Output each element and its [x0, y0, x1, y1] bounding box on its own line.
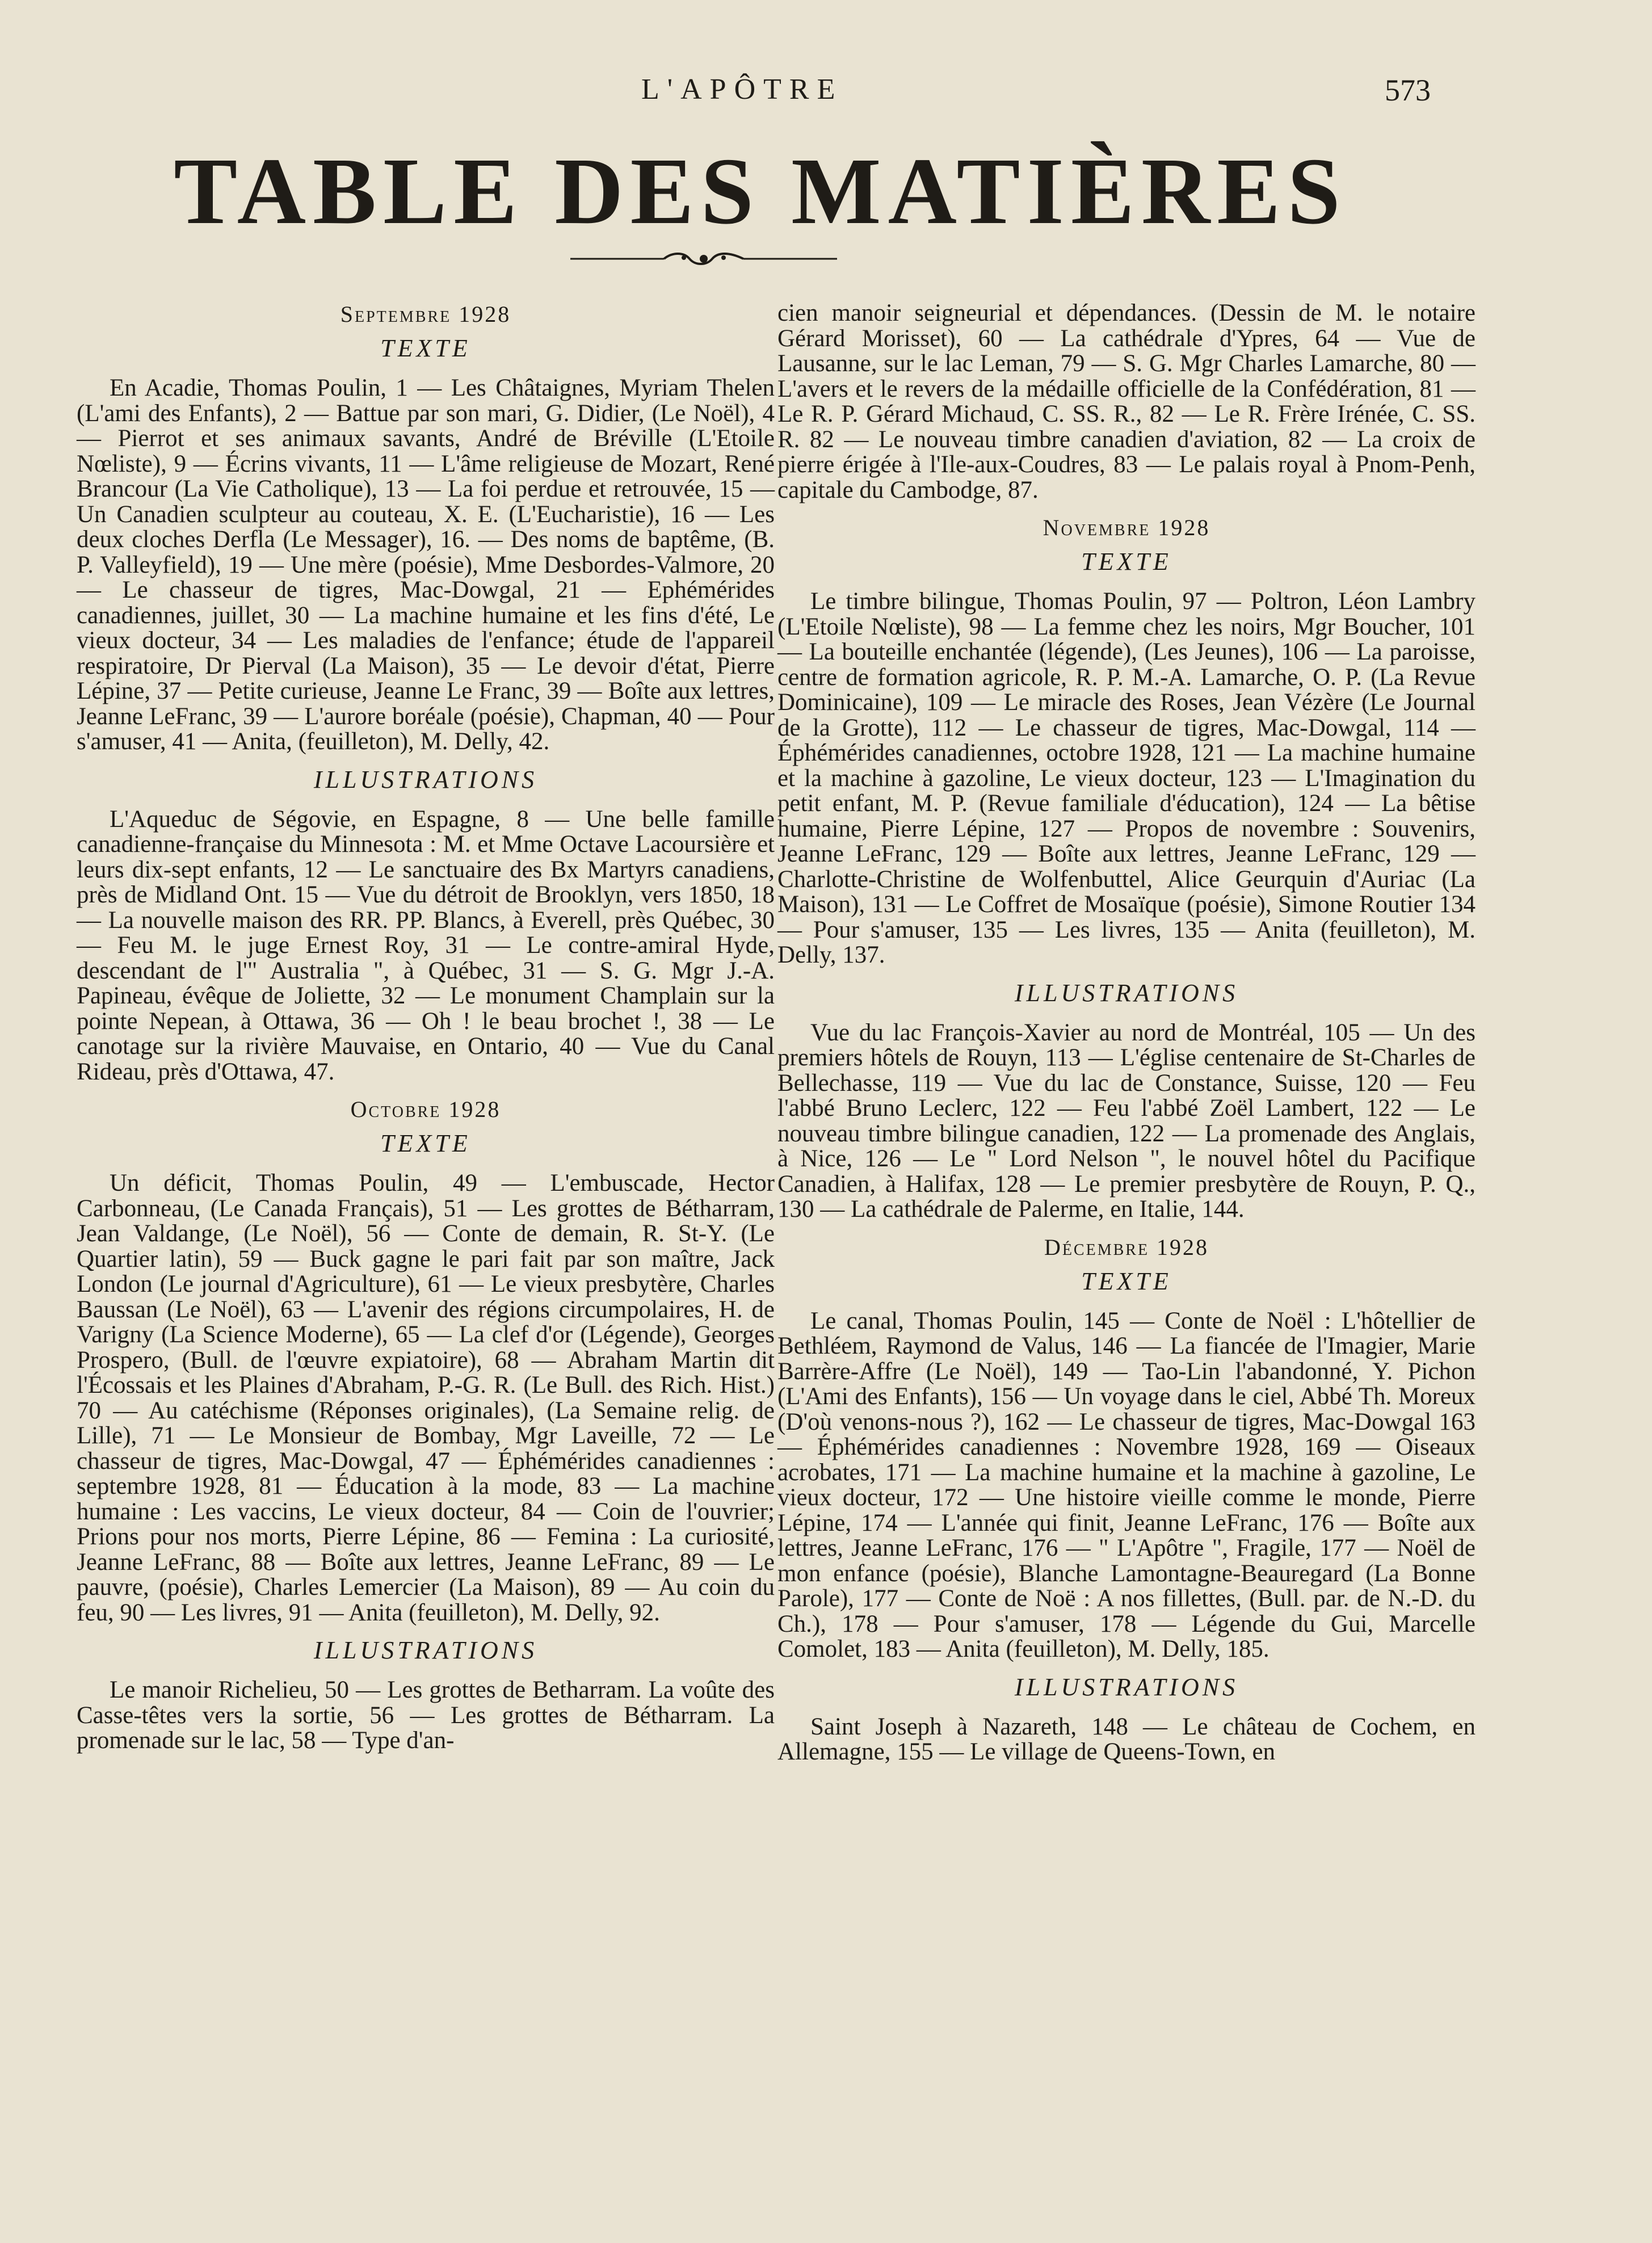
texte-heading: TEXTE	[380, 334, 471, 362]
illustrations-entries-october-continued: cien manoir seigneurial et dépendances. (Dessin de M. le notaire Gérard Morisset), 60 — La cathédrale d'Ypres, 64 — Vue de Lausanne, sur le lac Leman, 79 — S. G. Mgr Charles Lamarche, 80 — L'avers et le revers de la médaille officielle de la Confédération, 81 — Le R. P. Gérard Michaud, C. SS. R., 82 — Le R. Frère Irénée, C. SS. R. 82 — Le nouveau timbre canadien d'aviation, 82 — La croix de pierre érigée à l'Ile-aux-Coudres, 83 — Le palais royal à Pnom-Penh, capitale du Cambodge, 87.	[777, 300, 1476, 503]
page-number: 573	[1385, 73, 1431, 107]
month-heading-october: Octobre 1928	[350, 1097, 501, 1122]
running-head	[0, 73, 1652, 118]
texte-heading: TEXTE	[380, 1129, 471, 1157]
left-column	[77, 295, 775, 1766]
texte-entries-september: En Acadie, Thomas Poulin, 1 — Les Châtaignes, Myriam Thelen (L'ami des Enfants), 2 — Battue par son mari, G. Didier, (Le Noël), 4 — Pierrot et ses animaux savants, André de Bréville (L'Etoile Nœliste), 9 — Écrins vivants, 11 — L'âme religieuse de Mozart, René Brancour (La Vie Catholique), 13 — La foi perdue et retrouvée, 15 — Un Canadien sculpteur au couteau, X. E. (L'Eucharistie), 16 — Les deux cloches Derfla (Le Messager), 16. — Des noms de baptême, (B. P. Valleyfield), 19 — Une mère (poésie), Mme Desbordes-Valmore, 20 — Le chasseur de tigres, Mac-Dowgal, 21 — Ephémérides canadiennes, juillet, 30 — La machine humaine et les fins d'été, Le vieux docteur, 34 — Les maladies de l'enfance; étude de l'appareil respiratoire, Dr Pierval (La Maison), 35 — Le devoir d'état, Pierre Lépine, 37 — Petite curieuse, Jeanne Le Franc, 39 — Boîte aux lettres, Jeanne LeFranc, 39 — L'aurore boréale (poésie), Chapman, 40 — Pour s'amuser, 41 — Anita, (feuilleton), M. Delly, 42.	[77, 375, 775, 755]
month-heading-september: Septembre 1928	[340, 301, 511, 327]
texte-entries-november: Le timbre bilingue, Thomas Poulin, 97 — Poltron, Léon Lambry (L'Etoile Nœliste), 98 — La femme chez les noirs, Mgr Boucher, 101 — La bouteille enchantée (légende), (Les Jeunes), 106 — La paroisse, centre de formation agricole, R. P. M.-A. Lamarche, O. P. (La Revue Dominicaine), 109 — Le miracle des Roses, Jean Vézère (Le Journal de la Grotte), 112 — Le chasseur de tigres, Mac-Dowgal, 114 — Éphémérides canadiennes, octobre 1928, 121 — La machine humaine et la machine à gazoline, Le vieux docteur, 123 — L'Imagination du petit enfant, M. P. (Revue familiale d'éducation), 124 — La bêtise humaine, Pierre Lépine, 127 — Propos de novembre : Souvenirs, Jeanne LeFranc, 129 — Boîte aux lettres, Jeanne LeFranc, 129 — Charlotte-Christine de Wolfenbuttel, Alice Geurquin d'Auriac (La Maison), 131 — Le Coffret de Mosaïque (poésie), Simone Routier 134 — Pour s'amuser, 135 — Les livres, 135 — Anita (feuilleton), M. Delly, 137.	[777, 588, 1476, 968]
illustrations-heading: ILLUSTRATIONS	[1014, 1673, 1239, 1701]
texte-entries-december: Le canal, Thomas Poulin, 145 — Conte de Noël : L'hôtellier de Bethléem, Raymond de Valus, 146 — La fiancée de l'Imagier, Marie Barrère-Affre (Le Noël), 149 — Tao-Lin l'abandonné, Y. Pichon (L'Ami des Enfants), 156 — Un voyage dans le ciel, Abbé Th. Moreux (D'où venons-nous ?), 162 — Le chasseur de tigres, Mac-Dowgal 163 — Éphémérides canadiennes : Novembre 1928, 169 — Oiseaux acrobates, 171 — La machine humaine et la machine à gazoline, Le vieux docteur, 172 — Une histoire vieille comme le monde, Pierre Lépine, 174 — L'année qui finit, Jeanne LeFranc, 176 — Boîte aux lettres, Jeanne LeFranc, 176 — " L'Apôtre ", Fragile, 177 — Noël de mon enfance (poésie), Blanche Lamontagne-Beauregard (La Bonne Parole), 177 — Conte de Noë : A nos fillettes, (Bull. par. de N.-D. du Ch.), 178 — Pour s'amuser, 178 — Légende du Gui, Marcelle Comolet, 183 — Anita (feuilleton), M. Delly, 185.	[777, 1307, 1476, 1662]
month-heading-december: Décembre 1928	[1044, 1234, 1209, 1260]
month-heading-november: Novembre 1928	[1043, 515, 1210, 540]
right-column	[777, 301, 1476, 1778]
illustrations-entries-december: Saint Joseph à Nazareth, 148 — Le château de Cochem, en Allemagne, 155 — Le village de Queens-Town, en	[777, 1713, 1476, 1765]
texte-heading: TEXTE	[1081, 1267, 1172, 1295]
illustrations-heading: ILLUSTRATIONS	[1014, 978, 1239, 1007]
illustrations-heading: ILLUSTRATIONS	[313, 1636, 538, 1664]
illustrations-heading: ILLUSTRATIONS	[313, 765, 538, 793]
page-title: TABLE DES MATIÈRES	[174, 138, 1347, 244]
texte-heading: TEXTE	[1081, 548, 1172, 576]
running-title: L'APÔTRE	[641, 73, 843, 106]
illustrations-entries-september: L'Aqueduc de Ségovie, en Espagne, 8 — Une belle famille canadienne-française du Minnesota : M. et Mme Octave Lacoursière et leurs dix-sept enfants, 12 — Le sanctuaire des Bx Martyrs canadiens, près de Midland Ont. 15 — Vue du détroit de Brooklyn, vers 1850, 18 — La nouvelle maison des RR. PP. Blancs, à Everell, près Québec, 30 — Feu M. le juge Ernest Roy, 31 — Le contre-amiral Hyde, descendant de l'" Australia ", à Québec, 31 — S. G. Mgr J.-A. Papineau, évêque de Joliette, 32 — Le monument Champlain sur la pointe Nepean, à Ottawa, 36 — Oh ! le beau brochet !, 38 — Le canotage sur la rivière Mauvaise, en Ontario, 40 — Vue du Canal Rideau, près d'Ottawa, 47.	[77, 805, 775, 1085]
illustrations-entries-november: Vue du lac François-Xavier au nord de Montréal, 105 — Un des premiers hôtels de Rouyn, 113 — L'église centenaire de St-Charles de Bellechasse, 119 — Vue du lac de Constance, Suisse, 120 — Feu l'abbé Bruno Leclerc, 122 — Feu l'abbé Zoël Lambert, 122 — Le nouveau timbre bilingue canadien, 122 — La promenade des Anglais, à Nice, 126 — Le " Lord Nelson ", le nouvel hôtel du Pacifique Canadien, à Halifax, 128 — Le premier presbytère de Rouyn, P. Q., 130 — La cathédrale de Palerme, en Italie, 144.	[777, 1019, 1476, 1223]
illustrations-entries-october: Le manoir Richelieu, 50 — Les grottes de Betharram. La voûte des Casse-têtes vers la sortie, 56 — Les grottes de Bétharram. La promenade sur le lac, 58 — Type d'an-	[77, 1677, 775, 1754]
ornament-divider	[570, 247, 837, 270]
texte-entries-october: Un déficit, Thomas Poulin, 49 — L'embuscade, Hector Carbonneau, (Le Canada Français), 51 — Les grottes de Bétharram, Jean Valdange, (Le Noël), 56 — Conte de demain, R. St-Y. (Le Quartier latin), 59 — Buck gagne le pari fait par son maître, Jack London (Le journal d'Agriculture), 61 — Le vieux presbytère, Charles Baussan (Le Noël), 63 — L'avenir des régions circumpolaires, H. de Varigny (La Science Moderne), 65 — La clef d'or (Légende), Georges Prospero, (Bull. de l'œuvre expiatoire), 68 — Abraham Martin dit l'Écossais et les Plaines d'Abraham, P.-G. R. (Le Bull. des Rich. Hist.) 70 — Au catéchisme (Réponses originales), (La Semaine relig. de Lille), 71 — Le Monsieur de Bombay, Mgr Laveille, 72 — Le chasseur de tigres, Mac-Dowgal, 47 — Éphémérides canadiennes : septembre 1928, 81 — Éducation à la mode, 83 — La machine humaine : Les vaccins, Le vieux docteur, 84 — Coin de l'ouvrier; Prions pour nos morts, Pierre Lépine, 86 — Femina : La curiosité, Jeanne LeFranc, 88 — Boîte aux lettres, Jeanne LeFranc, 89 — Le pauvre, (poésie), Charles Lemercier (La Maison), 89 — Au coin du feu, 90 — Les livres, 91 — Anita (feuilleton), M. Delly, 92.	[77, 1170, 775, 1626]
